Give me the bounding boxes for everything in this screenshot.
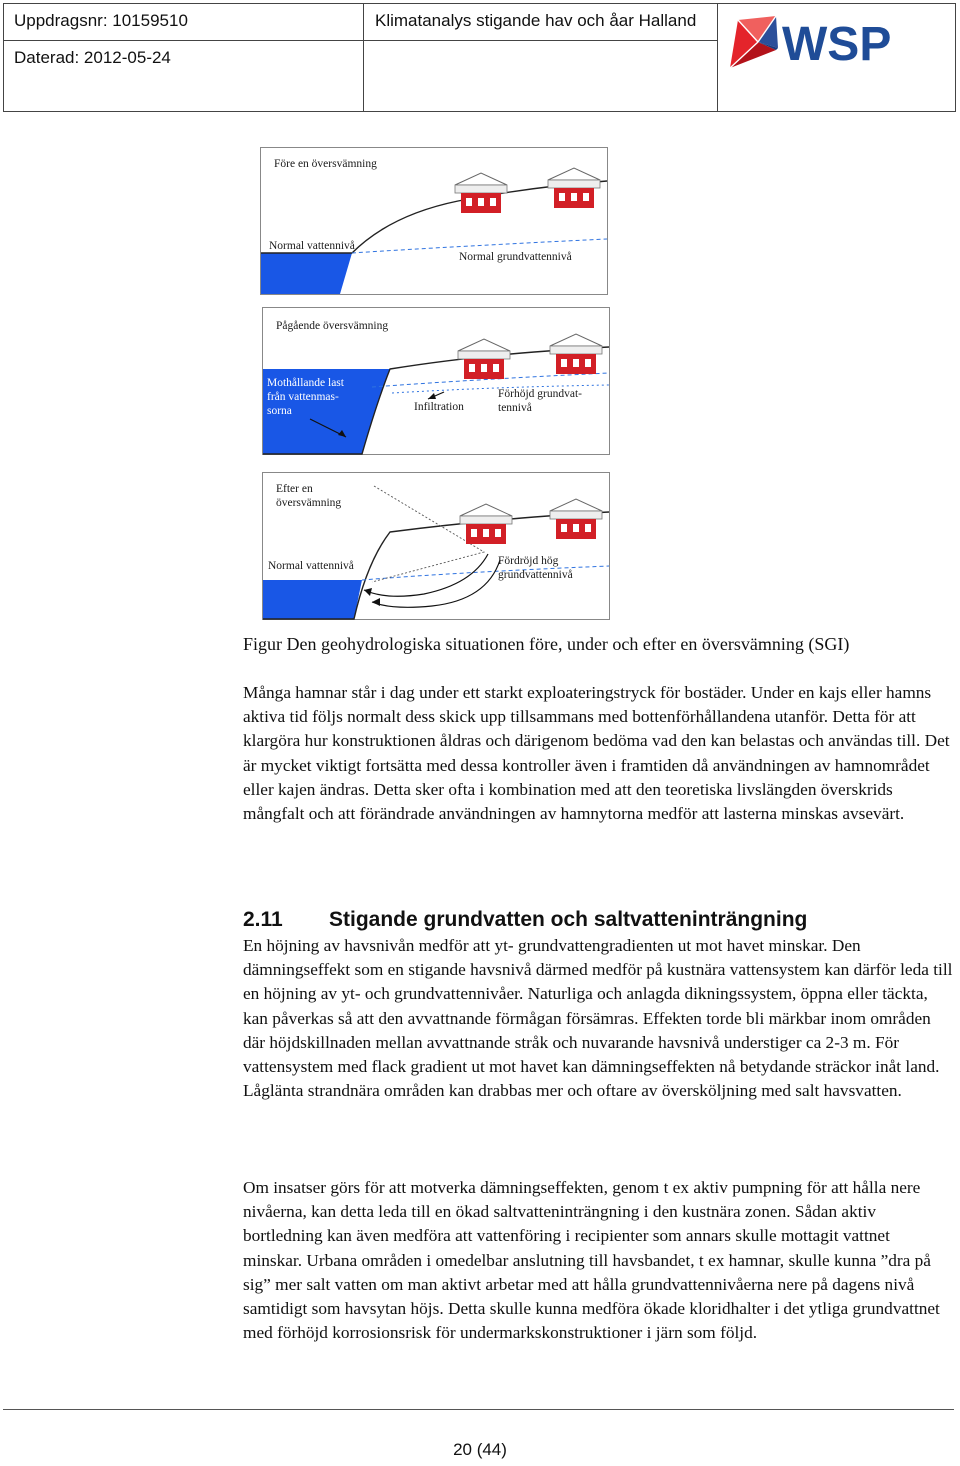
label-load-line2: från vattenmas-: [267, 391, 339, 403]
figure-caption: Figur Den geohydrologiska situationen före, under och efter en översvämning (SGI): [243, 634, 850, 654]
report-date: Daterad: 2012-05-24: [14, 48, 171, 67]
label-raised-groundwater-line2: tennivå: [498, 402, 532, 414]
report-title: Klimatanalys stigande hav och åar Halland: [375, 11, 697, 30]
section-number: 2.11: [243, 908, 283, 931]
paragraph-saltwater: Om insatser görs för att motverka dämningseffekten, genom t ex aktiv pumpning för att hålla nere nivåerna, kan detta leda till en ökad saltvatteninträngning i den kustnära zonen. Sådan aktiv bortledning kan även medföra att vattenföring i recipienter som annars skulle mottagit vattnet minskar. Urbana områden i omedelbar anslutning till havsbandet, t ex hamnar, skulle kunna ”dra på sig” mer salt vatten om man aktivt arbetar med att hålla grundvattennivåerna nere på dagens nivå samtidigt som havsytan höjs. Detta skulle kunna medföra ökade kloridhalter i det ytliga grundvattnet med förhöjd korrosionsrisk för undermarkskonstruktioner i järn som följd.: [243, 1178, 940, 1343]
figure-panel-after: [262, 472, 610, 620]
sea-water: [263, 580, 362, 619]
panel-title-line2: översvämning: [276, 497, 342, 509]
wsp-logo: [728, 12, 918, 70]
label-normal-sea-level: Normal vattennivå: [269, 240, 355, 252]
section-title: Stigande grundvatten och saltvatteninträngning: [329, 908, 808, 931]
paragraph-harbours: Många hamnar står i dag under ett starkt exploateringstryck för bostäder. Under en kajs eller hamns aktiva tid följs normalt dess skick upp tillsammans med bottenförhållandena utanför. Detta för att klargöra hur konstruktionen åldras och därigenom bedöma vad den kan belastas och användas till. Det är mycket viktigt fortsätta med dessa kontroller även i framtiden då användningen av hamnområdet eller kajen ändras. Detta sker ofta i kombination med att den teoretiska livslängden överskrids mångfalt och att förändrade användningen av hamnytorna medför att lasterna minskas avsevärt.: [243, 683, 950, 824]
label-infiltration: Infiltration: [414, 401, 464, 413]
wsp-logo-mark-icon: [730, 16, 778, 68]
label-normal-sea-level: Normal vattennivå: [268, 560, 354, 572]
section-heading: [243, 908, 807, 932]
assignment-number: Uppdragsnr: 10159510: [14, 11, 188, 30]
header-cell-assignment: [3, 3, 364, 41]
figure-panel-before: [260, 147, 608, 295]
label-delayed-groundwater-line2: grundvattennivå: [498, 569, 573, 581]
page-number: 20 (44): [453, 1440, 507, 1459]
footer-divider: [3, 1409, 954, 1410]
header-cell-date: [3, 40, 364, 112]
header-cell-title: [363, 3, 718, 41]
panel-title-line1: Efter en: [276, 483, 313, 495]
page-header: [3, 3, 956, 112]
sea-water: [261, 253, 352, 294]
label-load-line3: sorna: [267, 405, 292, 417]
paragraph-groundwater: En höjning av havsnivån medför att yt- grundvattengradienten ut mot havet minskar. Den dämningseffekt som en stigande havsnivå därmed medför på kustnära vattensystem kan därför leda till en höjning av yt- och grundvattennivåer. Naturliga och anlagda dikningssystem, öppna eller täckta, kan påverkas så att den avvattnande förmågan försämras. Effekten torde bli märkbar inom områden där höjdskillnaden mellan avvattnande stråk och nuvarande havsnivå understiger ca 2-3 m. För vattensystem med flack gradient ut mot havet kan dämningseffekten nå betydande sträckor inåt land. Låglänta strandnära områden kan drabbas mer och oftare av översköljning med salt havsvatten.: [243, 936, 953, 1101]
figure-panel-during: [262, 307, 610, 455]
label-normal-groundwater: Normal grundvattennivå: [459, 251, 572, 263]
header-cell-empty: [363, 40, 718, 112]
label-load-line1: Mothållande last: [267, 377, 344, 389]
label-delayed-groundwater-line1: Fördröjd hög: [498, 555, 559, 567]
header-cell-logo: [717, 3, 956, 112]
panel-title: Pågående översvämning: [276, 320, 389, 332]
wsp-logo-text: WSP: [782, 18, 892, 70]
label-raised-groundwater-line1: Förhöjd grundvat-: [498, 388, 583, 400]
panel-title: Före en översvämning: [274, 158, 377, 170]
